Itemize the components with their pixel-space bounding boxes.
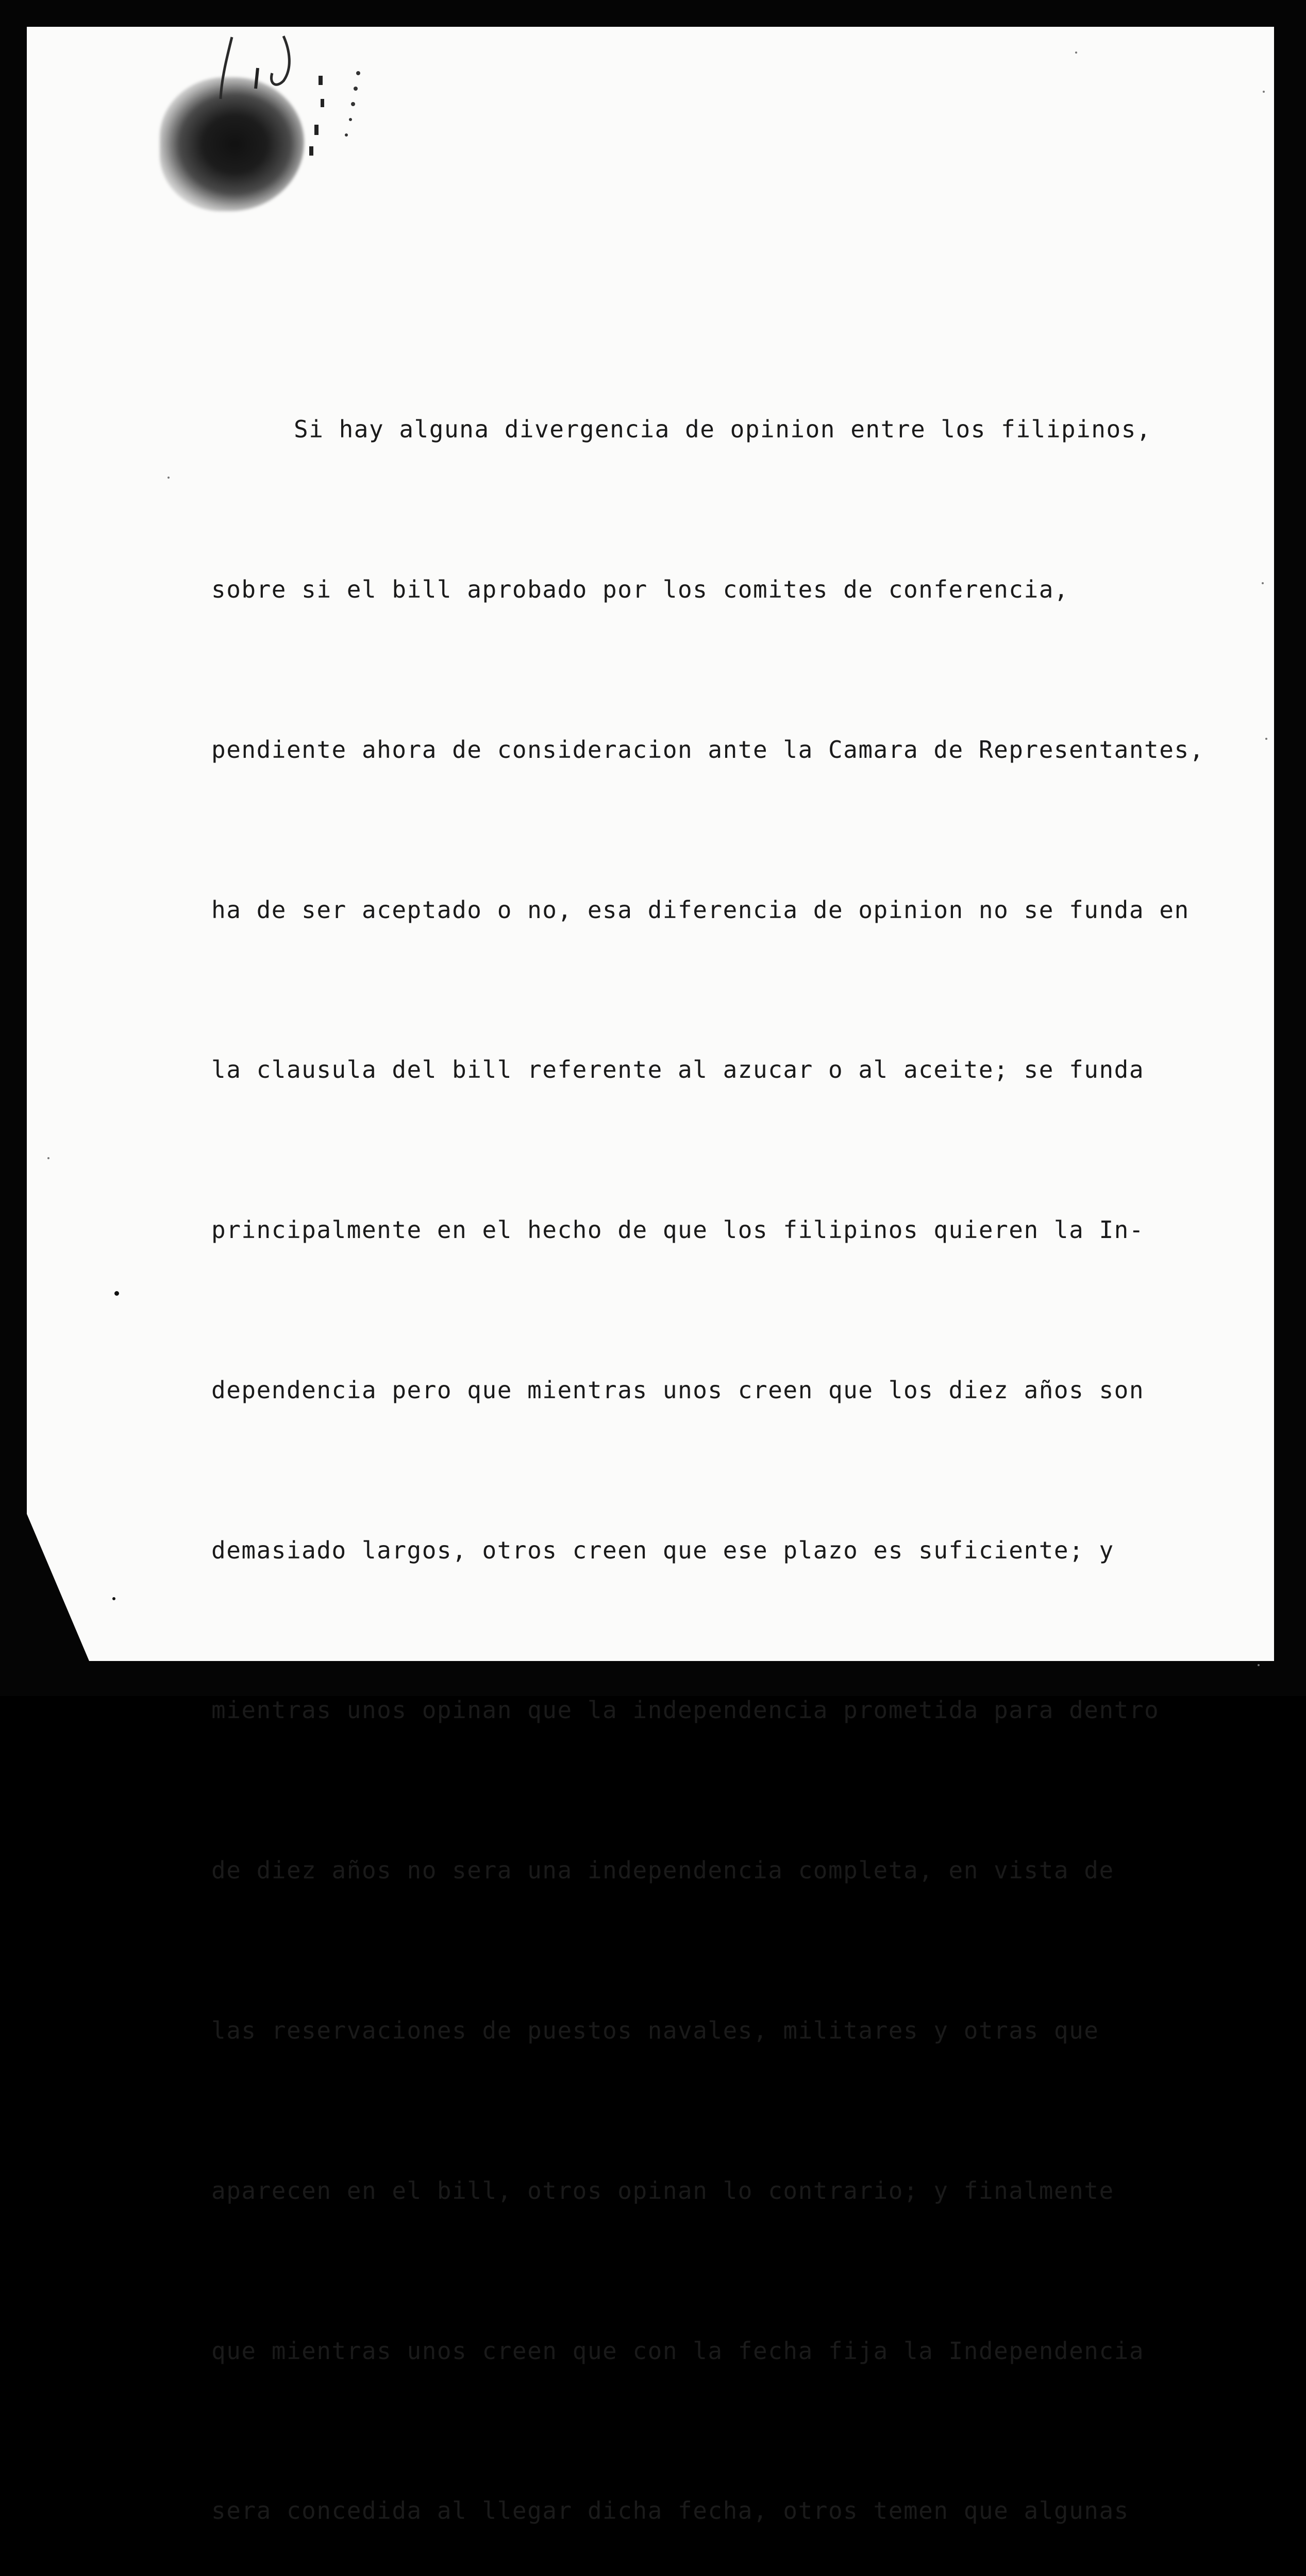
text-line: demasiado largos, otros creen que ese plazo es suficiente; y [211,1536,1114,1564]
ink-stain-marks [155,27,392,212]
margin-speck [168,477,170,479]
text-line: sobre si el bill aprobado por los comites de conferencia, [211,575,1069,603]
text-line: aparecen en el bill, otros opinan lo contrario; y finalmente [211,2176,1114,2205]
text-line: ha de ser aceptado o no, esa diferencia de opinion no se funda en [211,895,1190,924]
text-line: principalmente en el hecho de que los filipinos quieren la In- [211,1216,1145,1244]
text-line: mientras unos opinan que la independencia prometida para dentro [211,1696,1160,1724]
text-line: las reservaciones de puestos navales, militares y otras que [211,2016,1099,2044]
margin-speck [114,1291,119,1296]
typewritten-paragraph [211,296,1263,2576]
text-line: pendiente ahora de consideracion ante la Camara de Representantes, [211,735,1204,764]
text-line: Si hay alguna divergencia de opinion entre los filipinos, [294,415,1152,444]
text-line: que mientras unos creen que con la fecha fija la Independencia [211,2336,1145,2365]
margin-speck [47,1157,49,1159]
text-line: sera concedida al llegar dicha fecha, otros temen que algunas [211,2497,1129,2525]
margin-speck [1263,91,1265,93]
margin-speck [1075,52,1077,54]
margin-speck [1265,738,1267,740]
text-line: de diez años no sera una independencia completa, en vista de [211,1856,1114,1885]
text-line: dependencia pero que mientras unos creen que los diez años son [211,1376,1145,1404]
text-line: la clausula del bill referente al azucar o al aceite; se funda [211,1056,1145,1084]
margin-speck [112,1597,115,1600]
